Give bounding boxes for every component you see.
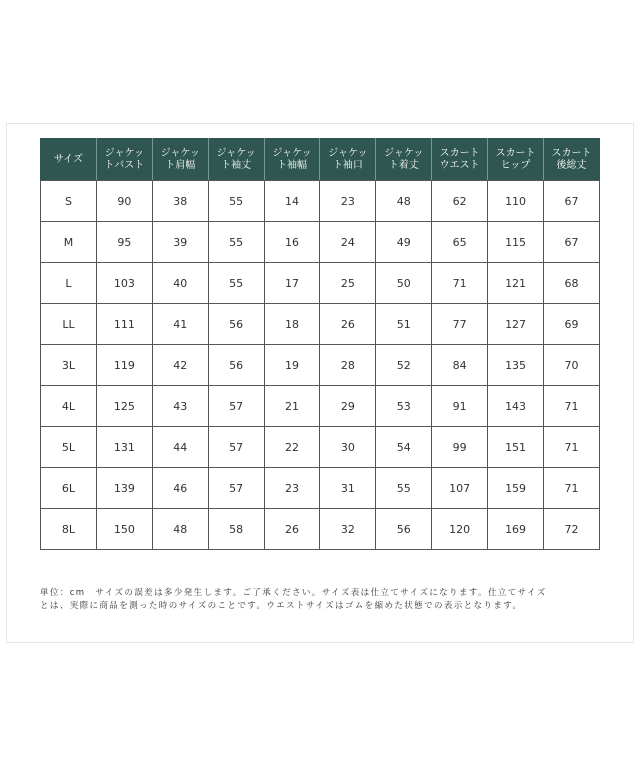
table-cell: 44: [152, 427, 208, 468]
table-cell: 57: [208, 427, 264, 468]
table-row: [41, 427, 600, 468]
column-header: [208, 139, 264, 181]
table-cell: 71: [544, 468, 600, 509]
table-cell: 72: [544, 509, 600, 550]
table-cell: 71: [432, 263, 488, 304]
table-cell: 69: [544, 304, 600, 345]
table-cell: 110: [488, 181, 544, 222]
table-cell: 39: [152, 222, 208, 263]
table-cell: 159: [488, 468, 544, 509]
table-cell: 135: [488, 345, 544, 386]
column-header-line: ジャケッ: [272, 147, 312, 159]
column-header-line: サイズ: [53, 153, 84, 165]
table-cell: 23: [264, 468, 320, 509]
table-cell: 52: [376, 345, 432, 386]
table-row: [41, 509, 600, 550]
table-cell: 99: [432, 427, 488, 468]
table-row: [41, 181, 600, 222]
table-cell: 49: [376, 222, 432, 263]
table-cell: 95: [96, 222, 152, 263]
table-header-row: [41, 139, 600, 181]
table-cell: 46: [152, 468, 208, 509]
table-cell: 56: [208, 304, 264, 345]
column-header: [264, 139, 320, 181]
size-label-cell: L: [41, 263, 97, 304]
table-cell: 151: [488, 427, 544, 468]
size-label-cell: 4L: [41, 386, 97, 427]
note-line-2: とは、実際に商品を測った時のサイズのことです。ウエストサイズはゴムを縮めた状態での表示となります。: [40, 601, 523, 611]
size-label-cell: S: [41, 181, 97, 222]
table-cell: 38: [152, 181, 208, 222]
table-cell: 25: [320, 263, 376, 304]
size-note: [40, 587, 610, 613]
table-cell: 57: [208, 386, 264, 427]
table-cell: 32: [320, 509, 376, 550]
table-cell: 17: [264, 263, 320, 304]
table-cell: 16: [264, 222, 320, 263]
table-cell: 22: [264, 427, 320, 468]
size-label-cell: 5L: [41, 427, 97, 468]
table-cell: 127: [488, 304, 544, 345]
column-header-line: ジャケッ: [160, 147, 200, 159]
column-header-line: ジャケッ: [328, 147, 368, 159]
table-row: [41, 263, 600, 304]
table-cell: 107: [432, 468, 488, 509]
table-cell: 26: [264, 509, 320, 550]
column-header: [96, 139, 152, 181]
table-cell: 53: [376, 386, 432, 427]
table-cell: 40: [152, 263, 208, 304]
table-cell: 29: [320, 386, 376, 427]
table-cell: 28: [320, 345, 376, 386]
column-header: [376, 139, 432, 181]
table-cell: 55: [208, 181, 264, 222]
column-header-line: ウエスト: [439, 159, 480, 171]
column-header-line: ジャケッ: [104, 147, 144, 159]
note-line-1: 単位：cm サイズの誤差は多少発生します。ご了承ください。サイズ表は仕立てサイズになります。仕立てサイズ: [40, 588, 547, 598]
table-cell: 14: [264, 181, 320, 222]
table-cell: 51: [376, 304, 432, 345]
column-header-line: ヒップ: [500, 159, 531, 171]
column-header-line: スカート: [551, 147, 592, 159]
size-label-cell: M: [41, 222, 97, 263]
size-label-cell: LL: [41, 304, 97, 345]
table-row: [41, 468, 600, 509]
column-header-line: ト着丈: [388, 159, 419, 171]
column-header: [488, 139, 544, 181]
table-cell: 26: [320, 304, 376, 345]
table-cell: 48: [152, 509, 208, 550]
table-cell: 56: [208, 345, 264, 386]
table-cell: 19: [264, 345, 320, 386]
column-header-line: ト肩幅: [165, 159, 196, 171]
column-header-line: ト袖幅: [277, 159, 307, 171]
column-header: [432, 139, 488, 181]
table-cell: 55: [208, 222, 264, 263]
table-cell: 90: [96, 181, 152, 222]
table-cell: 21: [264, 386, 320, 427]
table-row: [41, 222, 600, 263]
table-row: [41, 304, 600, 345]
table-cell: 120: [432, 509, 488, 550]
table-row: [41, 345, 600, 386]
table-cell: 31: [320, 468, 376, 509]
table-cell: 121: [488, 263, 544, 304]
table-cell: 70: [544, 345, 600, 386]
column-header-line: ト袖丈: [221, 159, 252, 171]
table-cell: 169: [488, 509, 544, 550]
table-cell: 71: [544, 386, 600, 427]
table-cell: 77: [432, 304, 488, 345]
table-cell: 54: [376, 427, 432, 468]
table-cell: 62: [432, 181, 488, 222]
table-cell: 55: [376, 468, 432, 509]
column-header: [320, 139, 376, 181]
table-cell: 68: [544, 263, 600, 304]
table-cell: 58: [208, 509, 264, 550]
size-label-cell: 6L: [41, 468, 97, 509]
table-cell: 67: [544, 222, 600, 263]
size-label-cell: 8L: [41, 509, 97, 550]
table-cell: 50: [376, 263, 432, 304]
table-cell: 56: [376, 509, 432, 550]
table-cell: 65: [432, 222, 488, 263]
size-label-cell: 3L: [41, 345, 97, 386]
column-header-line: トバスト: [104, 159, 145, 171]
table-cell: 143: [488, 386, 544, 427]
table-cell: 18: [264, 304, 320, 345]
table-cell: 84: [432, 345, 488, 386]
table-cell: 43: [152, 386, 208, 427]
column-header-line: ジャケッ: [384, 147, 424, 159]
column-header: [544, 139, 600, 181]
table-cell: 115: [488, 222, 544, 263]
table-cell: 23: [320, 181, 376, 222]
column-header-line: ト袖口: [332, 159, 363, 171]
table-cell: 30: [320, 427, 376, 468]
table-cell: 139: [96, 468, 152, 509]
table-cell: 42: [152, 345, 208, 386]
table-cell: 111: [96, 304, 152, 345]
size-table: [40, 138, 600, 550]
table-body: [41, 181, 600, 550]
table-cell: 24: [320, 222, 376, 263]
column-header-line: 後総丈: [556, 159, 587, 171]
table-cell: 119: [96, 345, 152, 386]
table-cell: 48: [376, 181, 432, 222]
table-cell: 150: [96, 509, 152, 550]
table-cell: 57: [208, 468, 264, 509]
table-cell: 131: [96, 427, 152, 468]
table-cell: 91: [432, 386, 488, 427]
column-header-line: ジャケッ: [216, 147, 256, 159]
table-row: [41, 386, 600, 427]
table-cell: 55: [208, 263, 264, 304]
table-cell: 71: [544, 427, 600, 468]
column-header: [41, 139, 97, 181]
table-cell: 125: [96, 386, 152, 427]
table-cell: 67: [544, 181, 600, 222]
column-header: [152, 139, 208, 181]
column-header-line: スカート: [439, 147, 480, 159]
column-header-line: スカート: [495, 147, 536, 159]
table-cell: 103: [96, 263, 152, 304]
table-cell: 41: [152, 304, 208, 345]
